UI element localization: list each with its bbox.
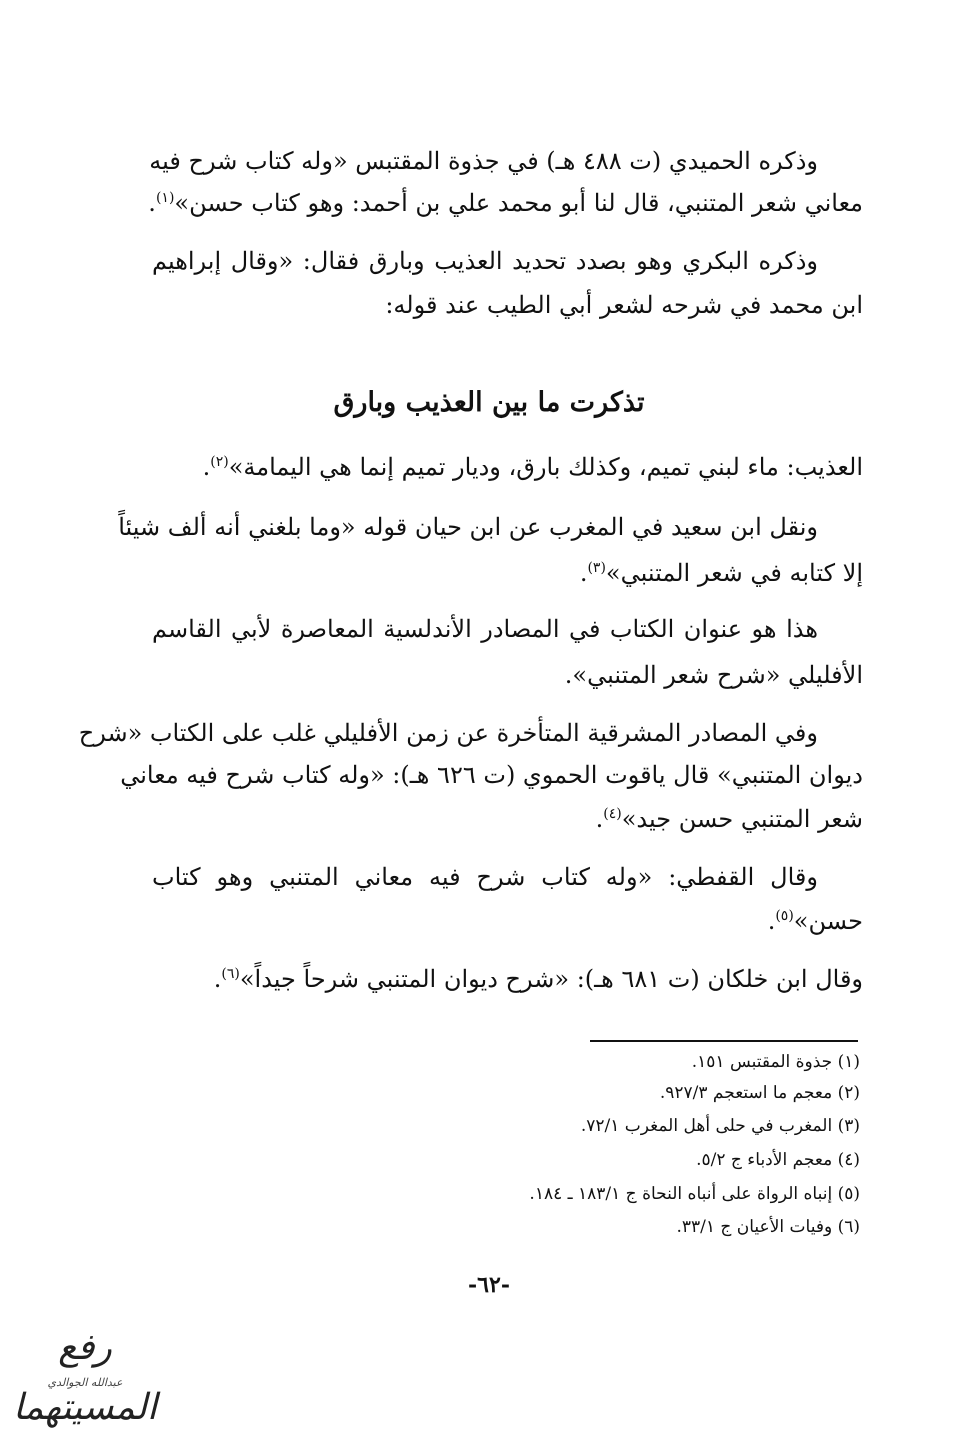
footnote-ref-6: (٦) [221, 966, 240, 982]
period: . [202, 453, 211, 481]
paragraph-6-line-1 [78, 716, 818, 750]
paragraph-3-line-1-text: العذيب: ماء لبني تميم، وكذلك بارق، وديار تميم إنما هي اليمامة» [228, 453, 863, 481]
paragraph-5-line-2-text: الأفليلي «شرح شعر المتنبي». [564, 661, 863, 689]
paragraph-7-line-2-text: حسن» [793, 907, 863, 935]
paragraph-4-line-1-text: ونقل ابن سعيد في المغرب عن ابن حيان قوله «وما بلغني أنه ألف شيئاً [118, 513, 818, 541]
paragraph-4-line-1 [118, 510, 818, 544]
verse-heading: تذكرت ما بين العذيب وبارق [333, 387, 645, 418]
paragraph-7-line-1 [152, 860, 818, 894]
footnote-ref-5: (٥) [775, 908, 794, 924]
footnote-3: (٣) المغرب في حلى أهل المغرب ٧٢/١. [580, 1116, 860, 1136]
paragraph-5-line-1-text: هذا هو عنوان الكتاب في المصادر الأندلسية المعاصرة لأبي القاسم [152, 615, 818, 643]
footnote-ref-2: (٢) [210, 454, 229, 470]
paragraph-6-line-2 [120, 758, 863, 792]
paragraph-8-line-1-text: وقال ابن خلكان (ت ٦٨١ هـ): «شرح ديوان المتنبي شرحاً جيداً» [239, 965, 863, 993]
period: . [579, 559, 588, 587]
paragraph-2-line-2-text: ابن محمد في شرحه لشعر أبي الطيب عند قوله: [385, 291, 863, 319]
footnote-4: (٤) معجم الأدباء ج ٥/٢. [696, 1150, 860, 1170]
stamp-small-text: عبدالله الجوالدي [47, 1376, 123, 1389]
footnote-ref-1: (١) [155, 190, 175, 206]
period: . [767, 907, 776, 935]
calligraphy-stamp [10, 1318, 160, 1428]
paragraph-5-line-2 [565, 658, 863, 692]
footnote-2: (٢) معجم ما استعجم ٩٢٧/٣. [659, 1083, 860, 1103]
paragraph-1-line-1-text: وذكره الحميدي (ت ٤٨٨ هـ) في جذوة المقتبس «وله كتاب شرح فيه [149, 147, 818, 175]
paragraph-2-line-1 [152, 244, 818, 278]
paragraph-4-line-2 [580, 556, 863, 590]
period: . [595, 805, 604, 833]
footnote-divider [590, 1040, 858, 1042]
footnote-5: (٥) إنباه الرواة على أنباه النحاة ج ١٨٣/١ ـ ١٨٤. [529, 1184, 860, 1204]
footnote-ref-3: (٣) [587, 560, 606, 576]
footnote-1: (١) جذوة المقتبس ١٥١. [691, 1052, 860, 1072]
paragraph-6-line-2-text: ديوان المتنبي» قال ياقوت الحموي (ت ٦٢٦ هـ): «وله كتاب شرح فيه معاني [120, 761, 863, 789]
paragraph-5-line-1 [152, 612, 818, 646]
paragraph-7-line-1-text: وقال القفطي: «وله كتاب شرح فيه معاني المتنبي وهو كتاب [152, 863, 818, 891]
paragraph-2-line-2 [385, 288, 863, 322]
paragraph-3-line-1 [203, 450, 863, 484]
paragraph-4-line-2-text: إلا كتابه في شعر المتنبي» [605, 559, 863, 587]
paragraph-8-line-1 [214, 962, 863, 996]
paragraph-1-line-2 [148, 186, 863, 220]
paragraph-7-line-2 [768, 904, 863, 938]
paragraph-1-line-2-text: معاني شعر المتنبي، قال لنا أبو محمد علي بن أحمد: وهو كتاب حسن» [174, 189, 863, 217]
paragraph-6-line-3 [596, 802, 863, 836]
paragraph-1-line-1 [149, 144, 818, 178]
stamp-main-text: رفع المسيتهما [13, 1327, 157, 1428]
footnote-ref-4: (٤) [603, 806, 622, 822]
paragraph-2-line-1-text: وذكره البكري وهو بصدد تحديد العذيب وبارق فقال: «وقال إبراهيم [152, 247, 818, 275]
paragraph-6-line-1-text: وفي المصادر المشرقية المتأخرة عن زمن الأفليلي غلب على الكتاب «شرح [78, 719, 818, 747]
footnote-6: (٦) وفيات الأعيان ج ٣٣/١. [676, 1217, 860, 1237]
paragraph-6-line-3-text: شعر المتنبي حسن جيد» [621, 805, 863, 833]
period: . [148, 189, 156, 217]
period: . [213, 965, 222, 993]
page-number: -٦٢- [468, 1272, 510, 1298]
